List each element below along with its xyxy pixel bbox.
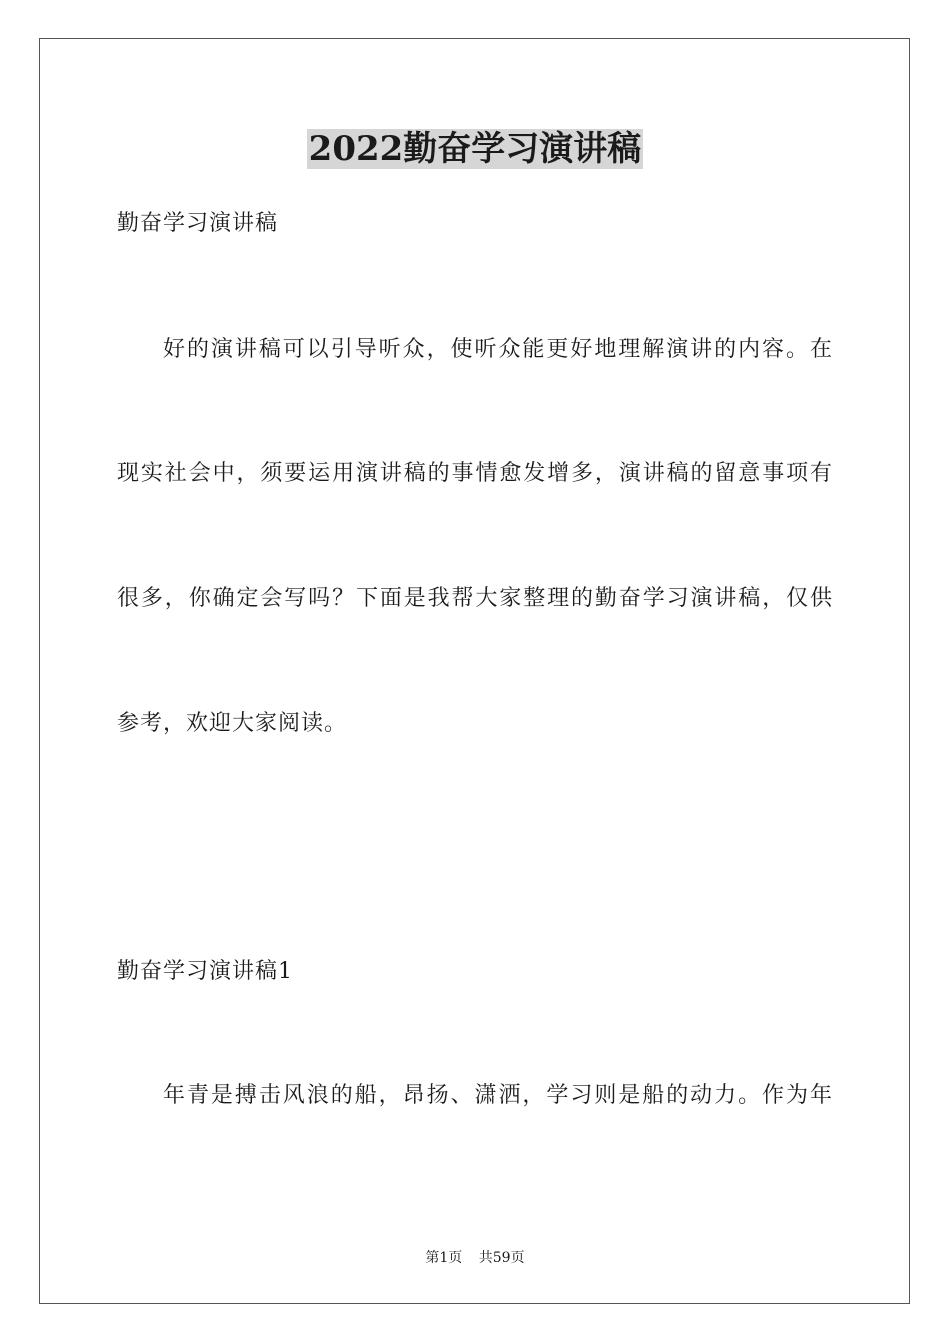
page-footer [0,1248,950,1268]
document-subtitle: 勤奋学习演讲稿 [117,211,279,236]
document-title-text: 2022勤奋学习演讲稿 [308,129,642,169]
section-heading: 勤奋学习演讲稿1 [117,959,293,984]
paragraph-line: 好的演讲稿可以引导听众，使听众能更好地理解演讲的内容。在 [163,337,833,362]
paragraph-line: 参考，欢迎大家阅读。 [117,711,348,736]
paragraph-line: 年青是搏击风浪的船，昂扬、潇洒，学习则是船的动力。作为年 [163,1083,833,1108]
page-number-total: 共59页 [478,1250,525,1266]
paragraph-line: 很多，你确定会写吗？下面是我帮大家整理的勤奋学习演讲稿，仅供 [117,586,833,611]
paragraph-line: 现实社会中，须要运用演讲稿的事情愈发增多，演讲稿的留意事项有 [117,461,833,486]
page-number-current: 第1页 [425,1250,463,1266]
document-title [0,126,950,172]
